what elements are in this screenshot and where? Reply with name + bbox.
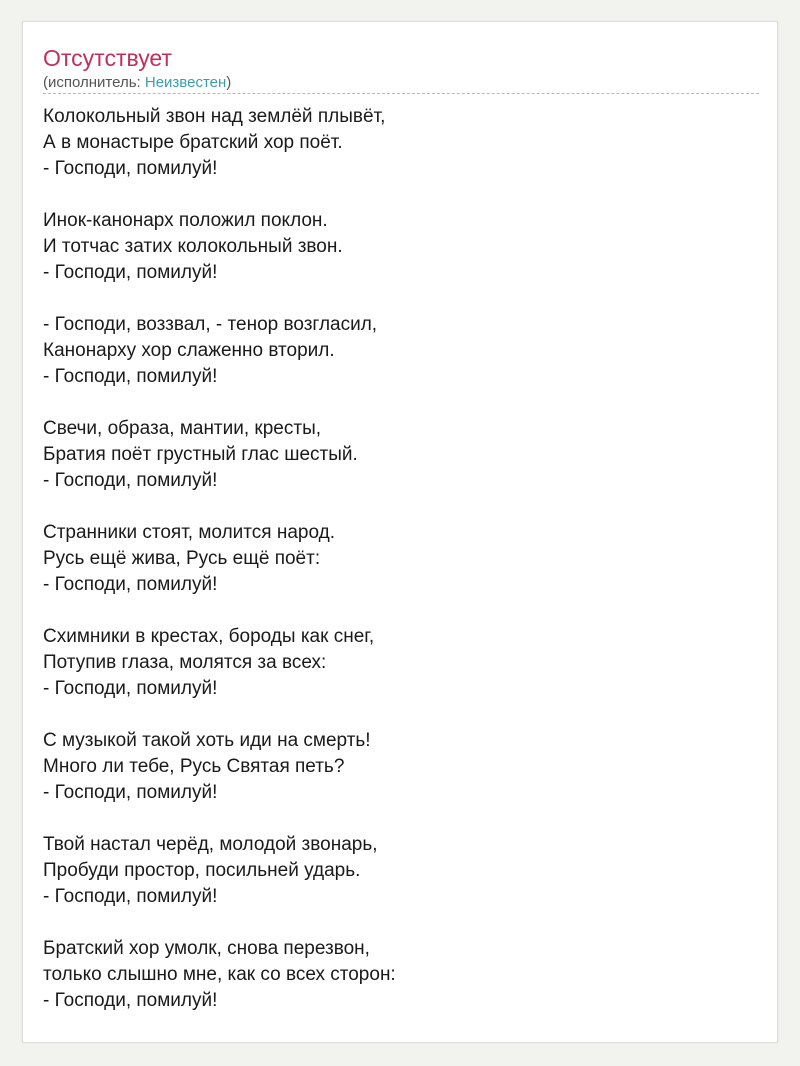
stanza (43, 416, 763, 494)
song-title: Отсутствует (43, 45, 172, 71)
lyric-line: только слышно мне, как со всех сторон: (43, 964, 396, 985)
lyric-line: Русь ещё жива, Русь ещё поёт: (43, 548, 321, 569)
stanza (43, 312, 763, 390)
lyric-line: - Господи, помилуй! (43, 366, 218, 387)
lyric-line: Твой настал черёд, молодой звонарь, (43, 834, 378, 855)
lyric-line: - Господи, воззвал, - тенор возгласил, (43, 314, 378, 335)
lyrics-body (43, 104, 763, 1040)
lyric-line: - Господи, помилуй! (43, 574, 218, 595)
lyric-line: - Господи, помилуй! (43, 262, 218, 283)
lyric-line: Странники стоят, молится народ. (43, 522, 335, 543)
artist-suffix: ) (226, 74, 232, 91)
lyric-line: Свечи, образа, мантии, кресты, (43, 418, 322, 439)
lyric-line: Много ли тебе, Русь Святая петь? (43, 756, 345, 777)
lyric-line: Потупив глаза, молятся за всех: (43, 652, 327, 673)
artist-name-link[interactable]: Неизвестен (144, 74, 227, 91)
lyric-line: - Господи, помилуй! (43, 470, 218, 491)
lyric-line: - Господи, помилуй! (43, 990, 218, 1011)
stanza (43, 520, 763, 598)
stanza (43, 832, 763, 910)
lyric-line: - Господи, помилуй! (43, 886, 218, 907)
lyric-line: Колокольный звон над землёй плывёт, (43, 106, 386, 127)
stanza (43, 208, 763, 286)
lyric-line: Инок-канонарх положил поклон. (43, 210, 328, 231)
stanza (43, 728, 763, 806)
stanza (43, 104, 763, 182)
lyric-line: Братский хор умолк, снова перезвон, (43, 938, 370, 959)
lyrics-card (22, 21, 778, 1043)
lyric-line: Канонарху хор слаженно вторил. (43, 340, 335, 361)
lyric-line: Братия поёт грустный глас шестый. (43, 444, 358, 465)
title-divider (43, 93, 759, 94)
stanza (43, 624, 763, 702)
artist-prefix: (исполнитель: (43, 74, 145, 91)
lyric-line: А в монастыре братский хор поёт. (43, 132, 343, 153)
lyric-line: - Господи, помилуй! (43, 678, 218, 699)
stanza (43, 936, 763, 1014)
lyric-line: Схимники в крестах, бороды как снег, (43, 626, 375, 647)
artist-line (43, 74, 231, 92)
lyric-line: С музыкой такой хоть иди на смерть! (43, 730, 371, 751)
lyric-line: - Господи, помилуй! (43, 158, 218, 179)
lyric-line: И тотчас затих колокольный звон. (43, 236, 343, 257)
lyric-line: - Господи, помилуй! (43, 782, 218, 803)
lyric-line: Пробуди простор, посильней ударь. (43, 860, 361, 881)
